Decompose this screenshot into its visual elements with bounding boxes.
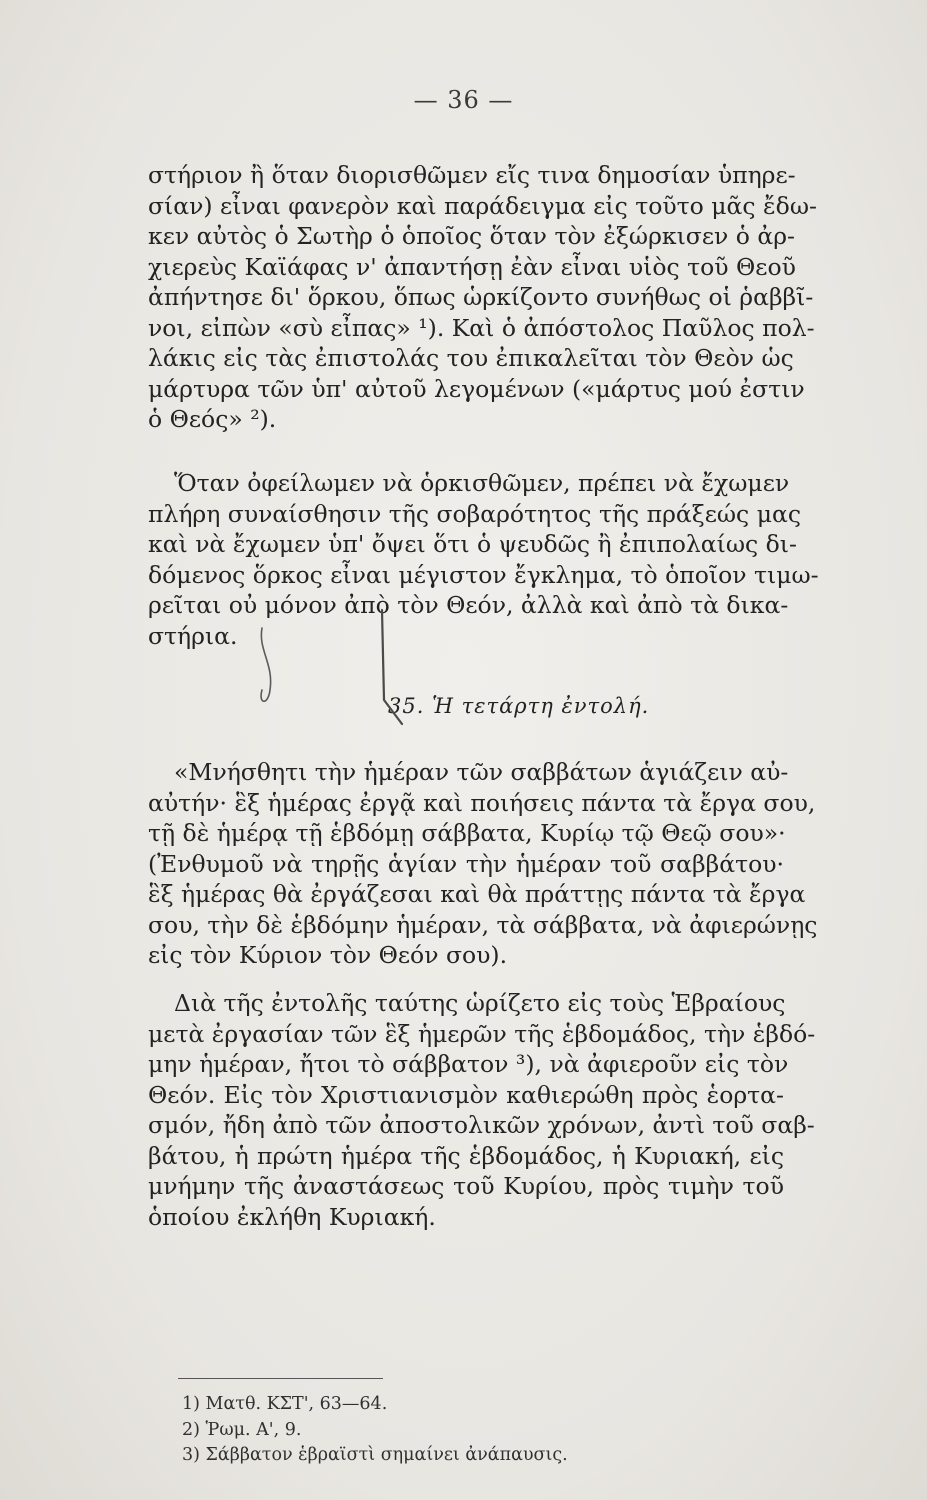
text-line: εἰς τὸν Κύριον τὸν Θεόν σου). xyxy=(148,941,508,969)
text-line: «Μνήσθητι τὴν ἡμέραν τῶν σαββάτων ἁγιάζειν αὐ- xyxy=(174,758,789,786)
text-line: αὐτήν· ἓξ ἡμέρας ἐργᾷ καὶ ποιήσεις πάντα τὰ ἔργα σου, xyxy=(148,788,816,817)
footnote-divider xyxy=(178,1378,383,1379)
text-line: κεν αὐτὸς ὁ Σωτὴρ ὁ ὁποῖος ὅταν τὸν ἐξώρκισεν ὁ ἀρ- xyxy=(148,222,795,250)
text-line: πλήρη συναίσθησιν τῆς σοβαρότητος τῆς πράξεώς μας xyxy=(148,499,801,528)
footnote-item: 1) Ματθ. ΚΣΤ', 63—64. xyxy=(182,1394,388,1414)
text-line: σου, τὴν δὲ ἑβδόμην ἡμέραν, τὰ σάββατα, νὰ ἀφιερώνῃς xyxy=(148,910,818,939)
text-line: στήριον ἢ ὅταν διορισθῶμεν εἴς τινα δημοσίαν ὑπηρε- xyxy=(148,161,796,189)
text-line: λάκις εἰς τὰς ἐπιστολάς του ἐπικαλεῖται τὸν Θεὸν ὡς xyxy=(148,344,794,372)
footnote-item: 3) Σάββατον ἑβραϊστὶ σημαίνει ἀνάπαυσις. xyxy=(182,1445,568,1465)
text-line: τῇ δὲ ἡμέρᾳ τῇ ἑβδόμῃ σάββατα, Κυρίῳ τῷ Θεῷ σου»· xyxy=(148,819,786,847)
text-line: ὁ Θεός» ²). xyxy=(148,405,277,433)
text-line: δόμενος ὅρκος εἶναι μέγιστον ἔγκλημα, τὸ ὁποῖον τιμω- xyxy=(148,560,819,589)
paragraph-oath xyxy=(148,468,819,651)
text-line: ὁποίου ἐκλήθη Κυριακή. xyxy=(148,1202,436,1231)
text-line: στήρια. xyxy=(148,621,238,650)
footnotes xyxy=(182,1392,568,1469)
text-line: ρεῖται οὐ μόνον ἀπὸ τὸν Θεόν, ἀλλὰ καὶ ἀπὸ τὰ δικα- xyxy=(148,591,789,619)
footnote-item: 2) Ῥωμ. Α', 9. xyxy=(182,1419,302,1440)
text-line: μετὰ ἐργασίαν τῶν ἓξ ἡμερῶν τῆς ἑβδομάδος, τὴν ἑβδό- xyxy=(148,1019,816,1048)
paragraph-sabbath-explanation xyxy=(148,988,816,1232)
paragraph-continuation xyxy=(148,160,817,435)
text-line: Ὅταν ὀφείλωμεν νὰ ὁρκισθῶμεν, πρέπει νὰ ἔχωμεν xyxy=(174,469,790,497)
paragraph-commandment-quote xyxy=(148,757,818,971)
text-line: καὶ νὰ ἔχωμεν ὑπ' ὄψει ὅτι ὁ ψευδῶς ἢ ἐπιπολαίως δι- xyxy=(148,530,797,558)
text-line: μην ἡμέραν, ἤτοι τὸ σάββατον ³), νὰ ἀφιεροῦν εἰς τὸν xyxy=(148,1050,789,1078)
text-line: χιερεὺς Καϊάφας ν' ἀπαντήσῃ ἐὰν εἶναι υἱὸς τοῦ Θεοῦ xyxy=(148,252,796,281)
text-line: μνήμην τῆς ἀναστάσεως τοῦ Κυρίου, πρὸς τιμὴν τοῦ xyxy=(148,1172,784,1200)
text-line: βάτου, ἡ πρώτη ἡμέρα τῆς ἑβδομάδος, ἡ Κυριακή, εἰς xyxy=(148,1141,784,1170)
text-line: Θεόν. Εἰς τὸν Χριστιανισμὸν καθιερώθη πρὸς ἑορτα- xyxy=(148,1080,784,1109)
text-line: Διὰ τῆς ἐντολῆς ταύτης ὡρίζετο εἰς τοὺς Ἑβραίους xyxy=(174,989,786,1017)
section-heading: 35. Ἡ τετάρτη ἐντολή. xyxy=(388,694,650,718)
text-line: νοι, εἰπὼν «σὺ εἶπας» ¹). Καὶ ὁ ἀπόστολος Παῦλος πολ- xyxy=(148,313,815,342)
text-line: (Ἐνθυμοῦ νὰ τηρῇς ἁγίαν τὴν ἡμέραν τοῦ σαββάτου· xyxy=(148,849,784,878)
text-line: ἀπήντησε δι' ὅρκου, ὅπως ὡρκίζοντο συνήθως οἱ ῥαββῖ- xyxy=(148,283,814,311)
page-number: — 36 — xyxy=(413,86,514,114)
text-line: σμόν, ἤδη ἀπὸ τῶν ἀποστολικῶν χρόνων, ἀντὶ τοῦ σαβ- xyxy=(148,1111,815,1139)
text-line: μάρτυρα τῶν ὑπ' αὐτοῦ λεγομένων («μάρτυς μού ἐστιν xyxy=(148,374,805,403)
text-line: σίαν) εἶναι φανερὸν καὶ παράδειγμα εἰς τοῦτο μᾶς ἔδω- xyxy=(148,191,817,220)
text-line: ἓξ ἡμέρας θὰ ἐργάζεσαι καὶ θὰ πράττῃς πάντα τὰ ἔργα xyxy=(148,880,806,908)
